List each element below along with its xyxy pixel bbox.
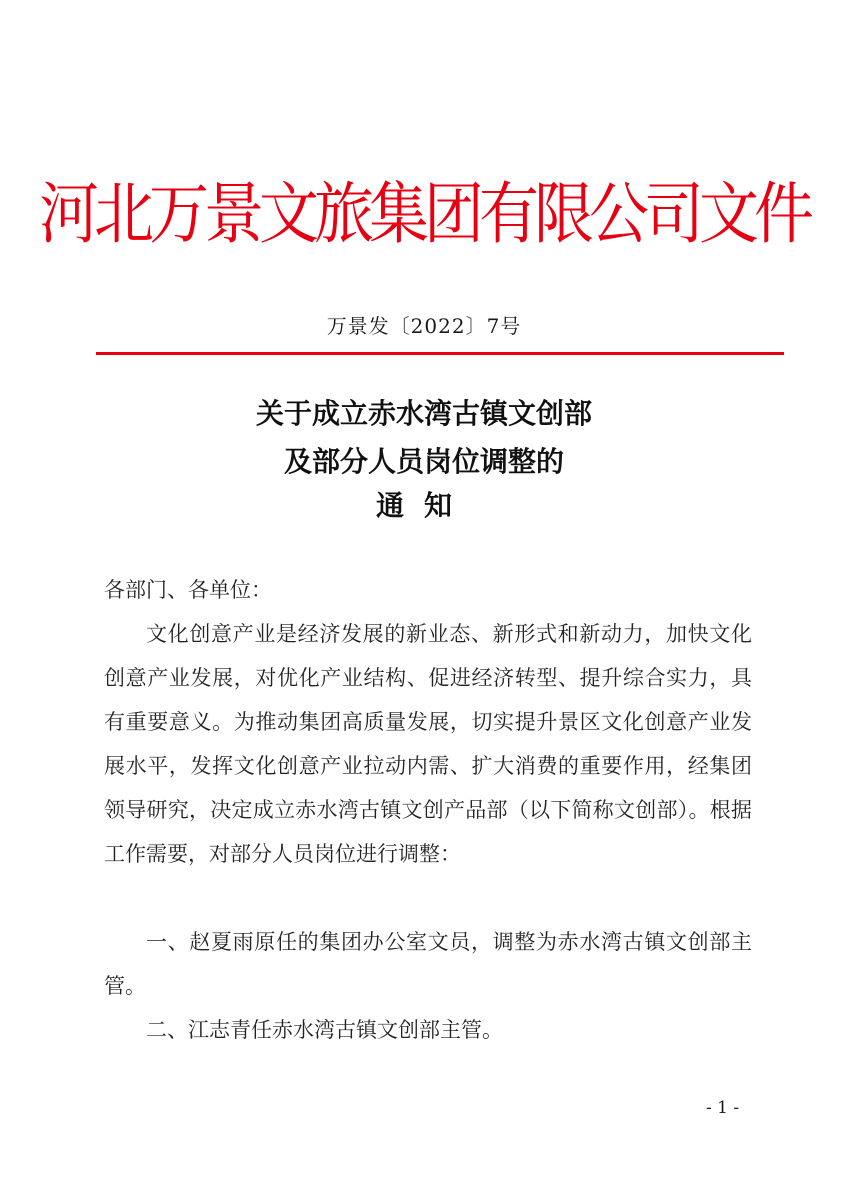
notice-title-line-2: 及部分人员岗位调整的 [283, 445, 564, 478]
notice-body [104, 568, 752, 1052]
document-number: 万景发〔2022〕7号 [326, 314, 522, 338]
intro-paragraph: 文化创意产业是经济发展的新业态、新形式和新动力，加快文化创意产业发展，对优化产业结构、促进经济转型、提升综合实力，具有重要意义。为推动集团高质量发展，切实提升景区文化创意产业发展水平，发挥文化创意产业拉动内需、扩大消费的重要作用，经集团领导研究，决定成立赤水湾古镇文创产品部（以下简称文创部）。根据工作需要，对部分人员岗位进行调整： [104, 622, 752, 866]
letterhead-title: 河北万景文旅集团有限公司文件 [39, 175, 809, 254]
salutation: 各部门、各单位： [104, 578, 272, 602]
adjustment-item-2: 二、江志青任赤水湾古镇文创部主管。 [146, 1018, 503, 1042]
page-number: - 1 - [706, 1098, 740, 1118]
notice-title-line-3: 通知 [375, 489, 472, 522]
adjustment-item-1: 一、赵夏雨原任的集团办公室文员，调整为赤水湾古镇文创部主管。 [104, 930, 752, 998]
red-divider-line [96, 352, 784, 355]
notice-title-line-1: 关于成立赤水湾古镇文创部 [255, 397, 592, 430]
